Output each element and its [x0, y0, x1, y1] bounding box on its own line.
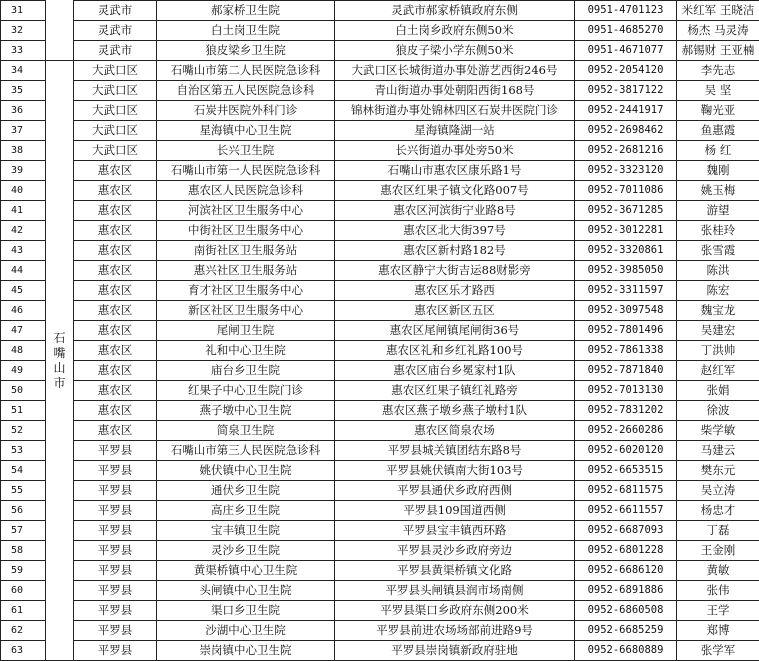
table-row [1, 401, 759, 421]
phone-cell: 0952-6801228 [575, 541, 677, 561]
phone-cell: 0952-2681216 [575, 141, 677, 161]
contact-cell: 赵红军 [677, 361, 759, 381]
address-cell: 惠农区乐才路西 [335, 281, 575, 301]
district-cell: 灵武市 [74, 41, 157, 61]
phone-cell: 0952-7831202 [575, 401, 677, 421]
row-number: 63 [1, 641, 46, 661]
table-row [1, 121, 759, 141]
city-cell-empty [46, 1, 74, 21]
phone-cell: 0952-2698462 [575, 121, 677, 141]
institution-name: 礼和中心卫生院 [157, 341, 335, 361]
row-number: 62 [1, 621, 46, 641]
address-cell: 平罗县城关镇团结东路8号 [335, 441, 575, 461]
phone-cell: 0952-3012281 [575, 221, 677, 241]
contact-cell: 吴建宏 [677, 321, 759, 341]
contact-cell: 王金刚 [677, 541, 759, 561]
institution-name: 南街社区卫生服务站 [157, 241, 335, 261]
phone-cell: 0952-6680889 [575, 641, 677, 661]
district-cell: 灵武市 [74, 21, 157, 41]
row-number: 53 [1, 441, 46, 461]
institution-name: 庙台乡卫生院 [157, 361, 335, 381]
city-cell: 石嘴山市 [46, 61, 74, 661]
contact-cell: 柴学敏 [677, 421, 759, 441]
row-number: 34 [1, 61, 46, 81]
table-row [1, 81, 759, 101]
table-row [1, 221, 759, 241]
institution-name: 高庄乡卫生院 [157, 501, 335, 521]
table-row [1, 301, 759, 321]
district-cell: 惠农区 [74, 381, 157, 401]
institution-name: 惠农区人民医院急诊科 [157, 181, 335, 201]
address-cell: 锦林街道办事处锦林四区石炭井医院门诊 [335, 101, 575, 121]
phone-cell: 0952-6020120 [575, 441, 677, 461]
row-number: 50 [1, 381, 46, 401]
phone-cell: 0952-3671285 [575, 201, 677, 221]
institution-name: 白土岗卫生院 [157, 21, 335, 41]
contact-cell: 鞠光亚 [677, 101, 759, 121]
institution-name: 星海镇中心卫生院 [157, 121, 335, 141]
institution-name: 河滨社区卫生服务中心 [157, 201, 335, 221]
institution-name: 红果子中心卫生院门诊 [157, 381, 335, 401]
district-cell: 惠农区 [74, 301, 157, 321]
institution-name: 郝家桥卫生院 [157, 1, 335, 21]
table-row [1, 481, 759, 501]
address-cell: 平罗县渠口乡政府东侧200米 [335, 601, 575, 621]
contact-cell: 吴立涛 [677, 481, 759, 501]
phone-cell: 0952-3097548 [575, 301, 677, 321]
table-row [1, 141, 759, 161]
phone-cell: 0952-7011086 [575, 181, 677, 201]
address-cell: 惠农区简泉农场 [335, 421, 575, 441]
contact-cell: 魏刚 [677, 161, 759, 181]
address-cell: 惠农区庙台乡冕家村1队 [335, 361, 575, 381]
district-cell: 惠农区 [74, 281, 157, 301]
institution-name: 石炭井医院外科门诊 [157, 101, 335, 121]
row-number: 49 [1, 361, 46, 381]
institution-name: 燕子墩中心卫生院 [157, 401, 335, 421]
row-number: 36 [1, 101, 46, 121]
contact-cell: 张伟 [677, 581, 759, 601]
phone-cell: 0952-6860508 [575, 601, 677, 621]
address-cell: 平罗县黄渠桥镇文化路 [335, 561, 575, 581]
contact-cell: 杨 红 [677, 141, 759, 161]
phone-cell: 0952-7861338 [575, 341, 677, 361]
phone-cell: 0952-7801496 [575, 321, 677, 341]
district-cell: 平罗县 [74, 621, 157, 641]
institution-name: 渠口乡卫生院 [157, 601, 335, 621]
contact-cell: 杨杰 马灵涛 [677, 21, 759, 41]
row-number: 31 [1, 1, 46, 21]
contact-cell: 米红军 王晓洁 [677, 1, 759, 21]
district-cell: 惠农区 [74, 241, 157, 261]
district-cell: 大武口区 [74, 101, 157, 121]
table-row [1, 601, 759, 621]
row-number: 48 [1, 341, 46, 361]
district-cell: 大武口区 [74, 121, 157, 141]
contact-cell: 马建云 [677, 441, 759, 461]
contact-cell: 黄敏 [677, 561, 759, 581]
contact-cell: 丁洪帅 [677, 341, 759, 361]
address-cell: 惠农区尾闸镇尾闸街36号 [335, 321, 575, 341]
address-cell: 平罗县宝丰镇西环路 [335, 521, 575, 541]
table-row [1, 61, 759, 81]
address-cell: 平罗县109国道西侧 [335, 501, 575, 521]
institution-name: 尾闸卫生院 [157, 321, 335, 341]
address-cell: 平罗县通伏乡政府西侧 [335, 481, 575, 501]
district-cell: 惠农区 [74, 221, 157, 241]
row-number: 47 [1, 321, 46, 341]
institution-name: 灵沙乡卫生院 [157, 541, 335, 561]
row-number: 32 [1, 21, 46, 41]
row-number: 43 [1, 241, 46, 261]
district-cell: 惠农区 [74, 201, 157, 221]
table-row [1, 161, 759, 181]
address-cell: 平罗县姚伏镇南大街103号 [335, 461, 575, 481]
table-row [1, 581, 759, 601]
institution-name: 宝丰镇卫生院 [157, 521, 335, 541]
address-cell: 惠农区红果子镇文化路007号 [335, 181, 575, 201]
phone-cell: 0952-3817122 [575, 81, 677, 101]
table-row [1, 261, 759, 281]
row-number: 41 [1, 201, 46, 221]
row-number: 37 [1, 121, 46, 141]
address-cell: 长兴街道办事处旁50米 [335, 141, 575, 161]
table-row [1, 561, 759, 581]
table-row [1, 441, 759, 461]
district-cell: 惠农区 [74, 161, 157, 181]
address-cell: 惠农区新村路182号 [335, 241, 575, 261]
row-number: 54 [1, 461, 46, 481]
table-row [1, 281, 759, 301]
district-cell: 平罗县 [74, 441, 157, 461]
row-number: 58 [1, 541, 46, 561]
row-number: 44 [1, 261, 46, 281]
phone-cell: 0952-2660286 [575, 421, 677, 441]
table-row [1, 381, 759, 401]
address-cell: 青山街道办事处朝阳西街168号 [335, 81, 575, 101]
phone-cell: 0952-6687093 [575, 521, 677, 541]
district-cell: 平罗县 [74, 581, 157, 601]
institution-name: 简泉卫生院 [157, 421, 335, 441]
contact-cell: 魏宝龙 [677, 301, 759, 321]
table-row [1, 501, 759, 521]
contact-cell: 张娟 [677, 381, 759, 401]
address-cell: 惠农区河滨街宁业路8号 [335, 201, 575, 221]
contact-cell: 姚玉梅 [677, 181, 759, 201]
institution-name: 育才社区卫生服务中心 [157, 281, 335, 301]
institution-name: 中街社区卫生服务中心 [157, 221, 335, 241]
institution-name: 自治区第五人民医院急诊科 [157, 81, 335, 101]
district-cell: 灵武市 [74, 1, 157, 21]
table-row [1, 541, 759, 561]
institution-name: 崇岗镇中心卫生院 [157, 641, 335, 661]
table-row [1, 21, 759, 41]
district-cell: 平罗县 [74, 641, 157, 661]
institution-name: 狼皮梁乡卫生院 [157, 41, 335, 61]
phone-cell: 0951-4701123 [575, 1, 677, 21]
district-cell: 惠农区 [74, 421, 157, 441]
contact-cell: 郝锡财 王亚楠 [677, 41, 759, 61]
institution-name: 通伏乡卫生院 [157, 481, 335, 501]
phone-cell: 0952-3311597 [575, 281, 677, 301]
phone-cell: 0952-3320861 [575, 241, 677, 261]
district-cell: 大武口区 [74, 141, 157, 161]
district-cell: 平罗县 [74, 541, 157, 561]
contact-cell: 李先志 [677, 61, 759, 81]
address-cell: 白土岗乡政府东侧50米 [335, 21, 575, 41]
phone-cell: 0951-4671077 [575, 41, 677, 61]
district-cell: 惠农区 [74, 361, 157, 381]
address-cell: 狼皮子梁小学东侧50米 [335, 41, 575, 61]
row-number: 59 [1, 561, 46, 581]
table-row [1, 181, 759, 201]
phone-cell: 0952-3323120 [575, 161, 677, 181]
row-number: 35 [1, 81, 46, 101]
institution-name: 石嘴山市第一人民医院急诊科 [157, 161, 335, 181]
institution-name: 黄渠桥镇中心卫生院 [157, 561, 335, 581]
address-cell: 惠农区燕子墩乡燕子墩村1队 [335, 401, 575, 421]
address-cell: 大武口区长城街道办事处游艺西街246号 [335, 61, 575, 81]
phone-cell: 0952-7013130 [575, 381, 677, 401]
clinic-table-body [1, 1, 759, 661]
table-row [1, 361, 759, 381]
institution-name: 石嘴山市第三人民医院急诊科 [157, 441, 335, 461]
phone-cell: 0952-6891886 [575, 581, 677, 601]
table-row [1, 341, 759, 361]
row-number: 33 [1, 41, 46, 61]
phone-cell: 0951-4685270 [575, 21, 677, 41]
district-cell: 平罗县 [74, 461, 157, 481]
address-cell: 惠农区静宁大街吉运88财影旁 [335, 261, 575, 281]
address-cell: 石嘴山市惠农区康乐路1号 [335, 161, 575, 181]
row-number: 51 [1, 401, 46, 421]
table-row [1, 321, 759, 341]
contact-cell: 陈洪 [677, 261, 759, 281]
contact-cell: 张桂玲 [677, 221, 759, 241]
institution-name: 长兴卫生院 [157, 141, 335, 161]
phone-cell: 0952-3985050 [575, 261, 677, 281]
district-cell: 大武口区 [74, 61, 157, 81]
phone-cell: 0952-2054120 [575, 61, 677, 81]
contact-cell: 丁磊 [677, 521, 759, 541]
phone-cell: 0952-6686120 [575, 561, 677, 581]
table-row [1, 41, 759, 61]
table-row [1, 1, 759, 21]
table-row [1, 201, 759, 221]
contact-cell: 陈宏 [677, 281, 759, 301]
row-number: 39 [1, 161, 46, 181]
table-row [1, 521, 759, 541]
district-cell: 惠农区 [74, 341, 157, 361]
table-row [1, 621, 759, 641]
address-cell: 平罗县灵沙乡政府旁边 [335, 541, 575, 561]
row-number: 45 [1, 281, 46, 301]
contact-cell: 张学军 [677, 641, 759, 661]
row-number: 38 [1, 141, 46, 161]
district-cell: 平罗县 [74, 601, 157, 621]
table-row [1, 101, 759, 121]
contact-cell: 杨忠才 [677, 501, 759, 521]
contact-cell: 郑博 [677, 621, 759, 641]
contact-cell: 樊东元 [677, 461, 759, 481]
table-row [1, 461, 759, 481]
address-cell: 平罗县崇岗镇新政府驻地 [335, 641, 575, 661]
contact-cell: 吴 坚 [677, 81, 759, 101]
institution-name: 头闸镇中心卫生院 [157, 581, 335, 601]
district-cell: 大武口区 [74, 81, 157, 101]
address-cell: 平罗县前进农场场部前进路9号 [335, 621, 575, 641]
row-number: 57 [1, 521, 46, 541]
address-cell: 惠农区礼和乡红礼路100号 [335, 341, 575, 361]
address-cell: 灵武市郝家桥镇政府东侧 [335, 1, 575, 21]
district-cell: 惠农区 [74, 261, 157, 281]
phone-cell: 0952-6611557 [575, 501, 677, 521]
district-cell: 惠农区 [74, 181, 157, 201]
district-cell: 惠农区 [74, 401, 157, 421]
address-cell: 惠农区北大街397号 [335, 221, 575, 241]
row-number: 56 [1, 501, 46, 521]
address-cell: 惠农区红果子镇红礼路旁 [335, 381, 575, 401]
district-cell: 平罗县 [74, 521, 157, 541]
phone-cell: 0952-6685259 [575, 621, 677, 641]
row-number: 55 [1, 481, 46, 501]
row-number: 46 [1, 301, 46, 321]
row-number: 40 [1, 181, 46, 201]
institution-name: 姚伏镇中心卫生院 [157, 461, 335, 481]
row-number: 42 [1, 221, 46, 241]
city-cell-empty [46, 41, 74, 61]
institution-name: 惠兴社区卫生服务站 [157, 261, 335, 281]
address-cell: 平罗县头闸镇县润市场南侧 [335, 581, 575, 601]
address-cell: 星海镇隆湖一站 [335, 121, 575, 141]
table-row [1, 421, 759, 441]
district-cell: 平罗县 [74, 561, 157, 581]
row-number: 60 [1, 581, 46, 601]
city-cell-empty [46, 21, 74, 41]
institution-name: 新区社区卫生服务中心 [157, 301, 335, 321]
phone-cell: 0952-6811575 [575, 481, 677, 501]
district-cell: 惠农区 [74, 321, 157, 341]
district-cell: 平罗县 [74, 481, 157, 501]
contact-cell: 徐波 [677, 401, 759, 421]
phone-cell: 0952-7871840 [575, 361, 677, 381]
contact-cell: 游望 [677, 201, 759, 221]
address-cell: 惠农区新区五区 [335, 301, 575, 321]
contact-cell: 张雪霞 [677, 241, 759, 261]
institution-name: 沙湖中心卫生院 [157, 621, 335, 641]
phone-cell: 0952-6653515 [575, 461, 677, 481]
row-number: 52 [1, 421, 46, 441]
phone-cell: 0952-2441917 [575, 101, 677, 121]
table-row [1, 241, 759, 261]
district-cell: 平罗县 [74, 501, 157, 521]
contact-cell: 鱼惠霞 [677, 121, 759, 141]
row-number: 61 [1, 601, 46, 621]
contact-cell: 王学 [677, 601, 759, 621]
institution-name: 石嘴山市第二人民医院急诊科 [157, 61, 335, 81]
